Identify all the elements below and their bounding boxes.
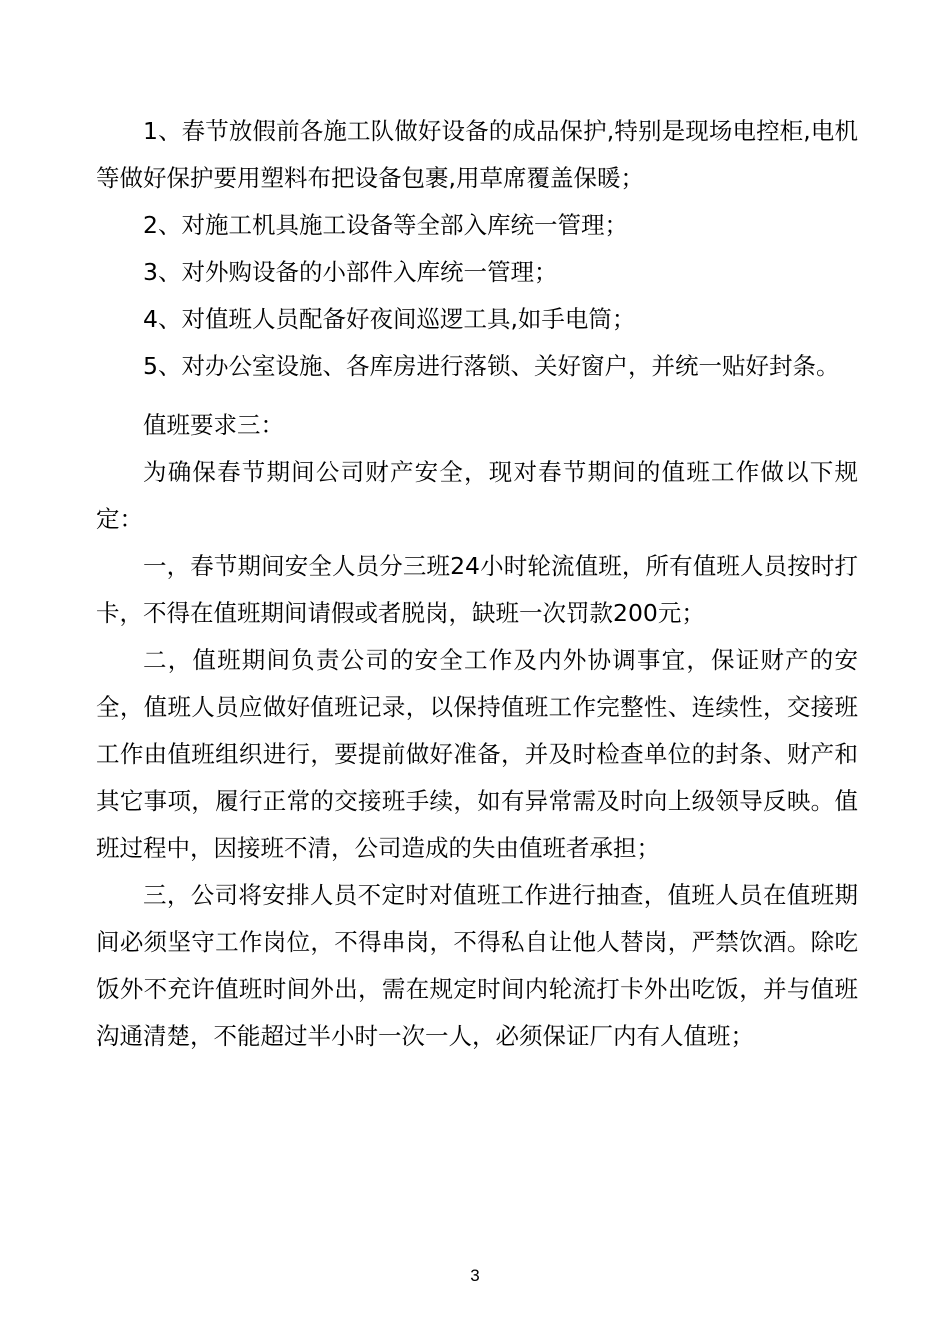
intro-paragraph: 为确保春节期间公司财产安全，现对春节期间的值班工作做以下规定： [96, 458, 858, 533]
list-item-4: 4、对值班人员配备好夜间巡逻工具,如手电筒； [143, 305, 636, 333]
rule-paragraph-1: 一，春节期间安全人员分三班24小时轮流值班，所有值班人员按时打卡，不得在值班期间请假或者脱岗，缺班一次罚款200元； [96, 552, 858, 627]
section-heading: 值班要求三： [143, 411, 284, 439]
list-item-3: 3、对外购设备的小部件入库统一管理； [143, 258, 558, 286]
rule-paragraph-2: 二，值班期间负责公司的安全工作及内外协调事宜，保证财产的安全，值班人员应做好值班记录，以保持值班工作完整性、连续性，交接班工作由值班组织进行，要提前做好准备，并及时检查单位的封条、财产和其它事项，履行正常的交接班手续，如有异常需及时向上级领导反映。值班过程中，因接班不清，公司造成的失由值班者承担； [96, 646, 858, 862]
list-item-5: 5、对办公室设施、各库房进行落锁、关好窗户，并统一贴好封条。 [143, 352, 840, 380]
page-number: 3 [470, 1266, 480, 1285]
rule-paragraph-3: 三，公司将安排人员不定时对值班工作进行抽查，值班人员在值班期间必须坚守工作岗位，不得串岗，不得私自让他人替岗，严禁饮酒。除吃饭外不充许值班时间外出，需在规定时间内轮流打卡外出吃饭，并与值班沟通清楚，不能超过半小时一次一人，必须保证厂内有人值班； [96, 881, 858, 1050]
list-item-2: 2、对施工机具施工设备等全部入库统一管理； [143, 211, 628, 239]
list-item-1: 1、春节放假前各施工队做好设备的成品保护,特别是现场电控柜,电机等做好保护要用塑料布把设备包裹,用草席覆盖保暖； [96, 117, 858, 192]
document-body [96, 108, 858, 1060]
